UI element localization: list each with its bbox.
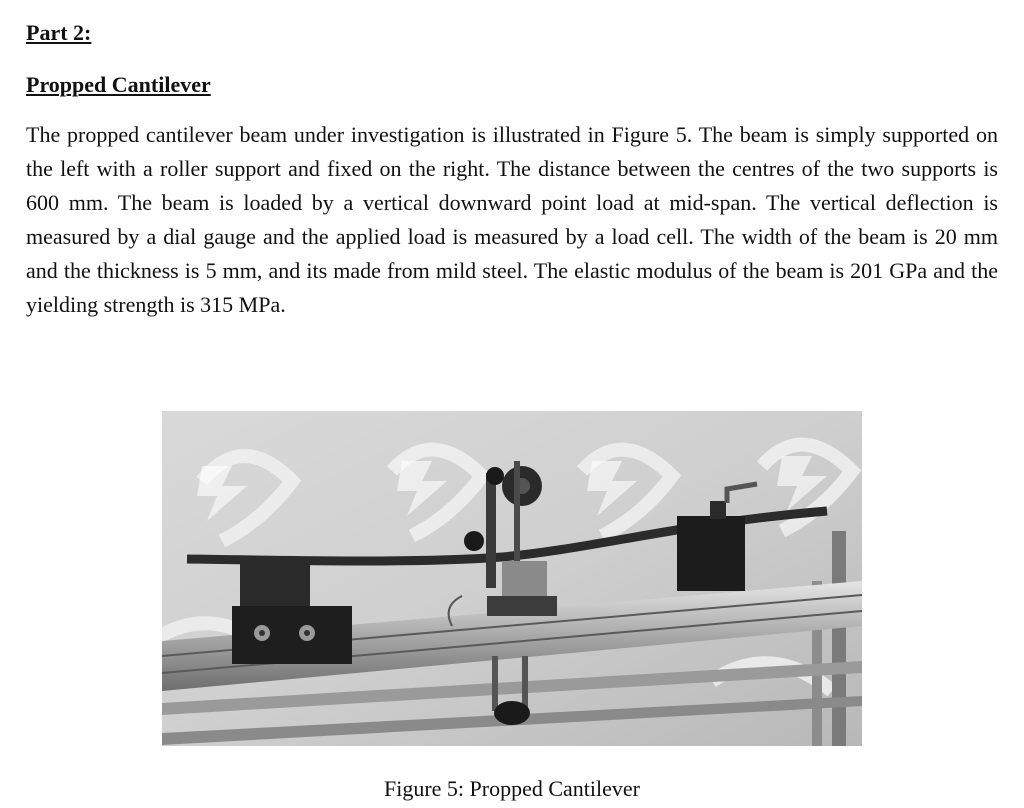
body-paragraph: The propped cantilever beam under investigation is illustrated in Figure 5. The beam is simply supported on the left with a roller support and fixed on the right. The distance between the centres of the two supports is 600 mm. The beam is loaded by a vertical downward point load at mid-span. The vertical deflection is measured by a dial gauge and the applied load is measured by a load cell. The width of the beam is 20 mm and the thickness is 5 mm, and its made from mild steel. The elastic modulus of the beam is 201 GPa and the yielding strength is 315 MPa. [26,122,998,317]
propped-cantilever-photo [162,411,862,746]
lower-rod [492,656,498,711]
lower-rod-2 [522,656,528,711]
figure-caption: Figure 5: Propped Cantilever [383,776,640,801]
figure-5-photo [162,411,862,746]
lower-knob [494,701,530,725]
section-heading: Propped Cantilever [26,72,211,97]
frame-post-right [832,531,846,746]
part-heading: Part 2: [26,20,92,45]
